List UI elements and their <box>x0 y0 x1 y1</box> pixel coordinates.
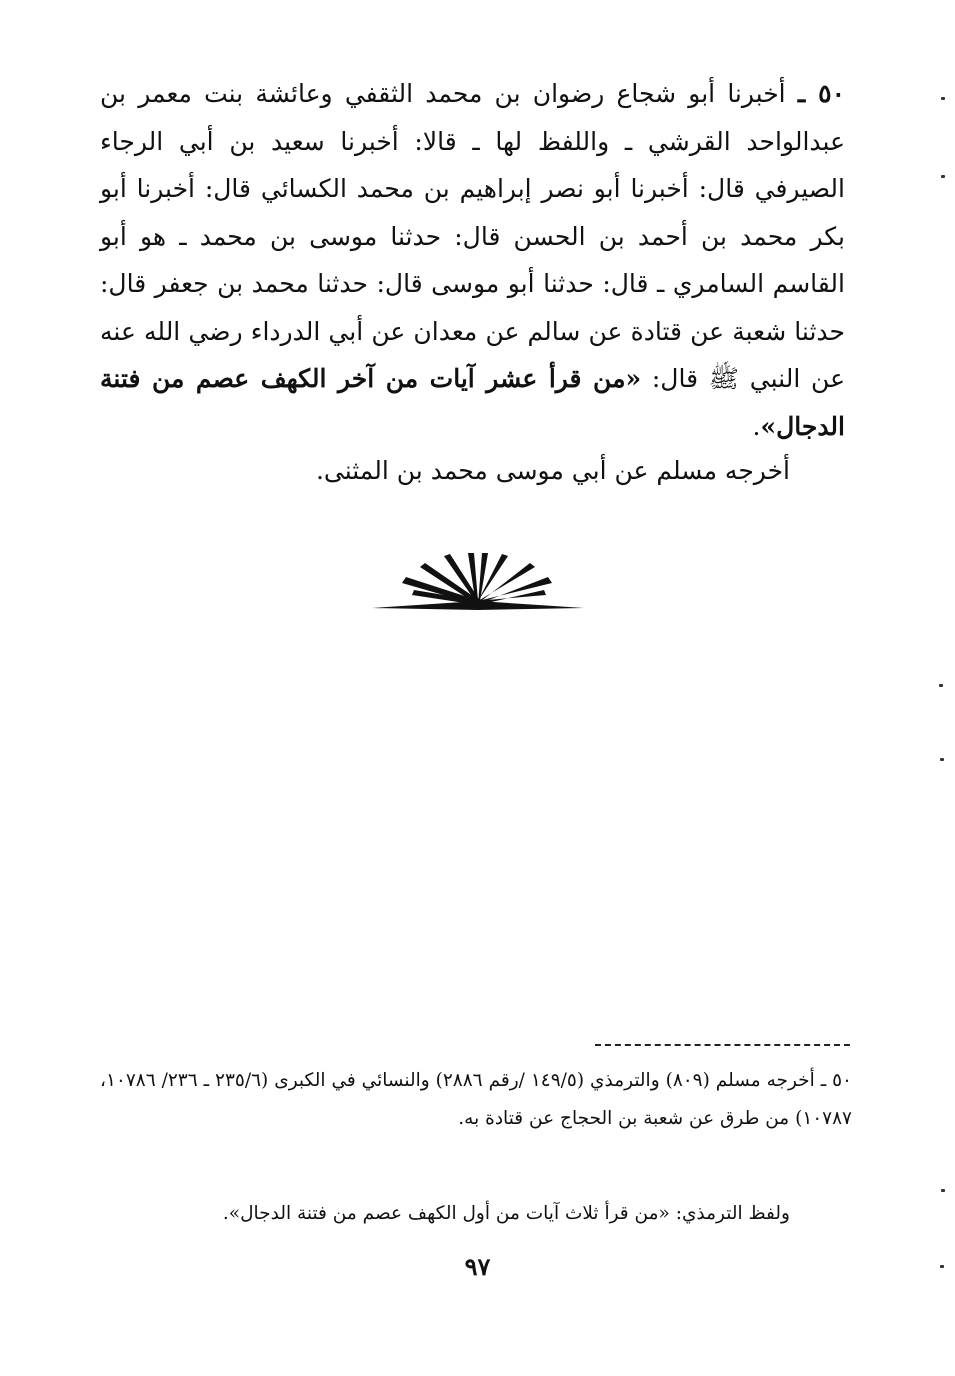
footnote-separator <box>595 1044 850 1046</box>
footnote-takhrij: ٥٠ ـ أخرجه مسلم (٨٠٩) والترمذي (١٤٩/٥ /رقم ٢٨٨٦) والنسائي في الكبرى (٢٣٥/٦ ـ ٢٣٦/ ١٠٧٨٦، ١٠٧٨٧) من طرق عن شعبة بن الحجاج عن قتادة به. <box>100 1070 852 1129</box>
margin-mark <box>941 1189 945 1192</box>
margin-mark <box>941 175 945 178</box>
sunburst-ornament-icon <box>372 553 584 611</box>
hadith-matn: «من قرأ عشر آيات من آخر الكهف عصم من فتنة الدجال» <box>100 364 845 441</box>
takhrij-text: أخرجه مسلم عن أبي موسى محمد بن المثنى. <box>315 456 790 485</box>
hadith-end-punct: . <box>752 411 761 441</box>
footnote-tirmidhi-wording: ولفظ الترمذي: «من قرأ ثلاث آيات من أول الكهف عصم من فتنة الدجال». <box>222 1203 790 1224</box>
hadith-text <box>100 70 845 450</box>
margin-mark <box>940 758 944 761</box>
margin-mark <box>939 684 943 687</box>
hadith-number: ٥٠ ـ <box>797 79 845 108</box>
page-number: ٩٧ <box>464 1252 491 1281</box>
margin-mark <box>941 97 945 100</box>
margin-mark <box>940 1265 944 1268</box>
hadith-isnad: أخبرنا أبو شجاع رضوان بن محمد الثقفي وعائشة بنت معمر بن عبدالواحد القرشي ـ واللفظ لها ـ قالا: أخبرنا سعيد بن أبي الرجاء الصيرفي قال: أخبرنا أبو نصر إبراهيم بن محمد الكسائي قال: أخبرنا أبو بكر محمد بن أحمد بن الحسن قال: حدثنا موسى بن محمد ـ هو أبو القاسم السامري ـ قال: حدثنا أبو موسى قال: حدثنا محمد بن جعفر قال: حدثنا شعبة عن قتادة عن سالم عن معدان عن أبي الدرداء رضي الله عنه عن النبي ﷺ قال: <box>100 79 845 393</box>
